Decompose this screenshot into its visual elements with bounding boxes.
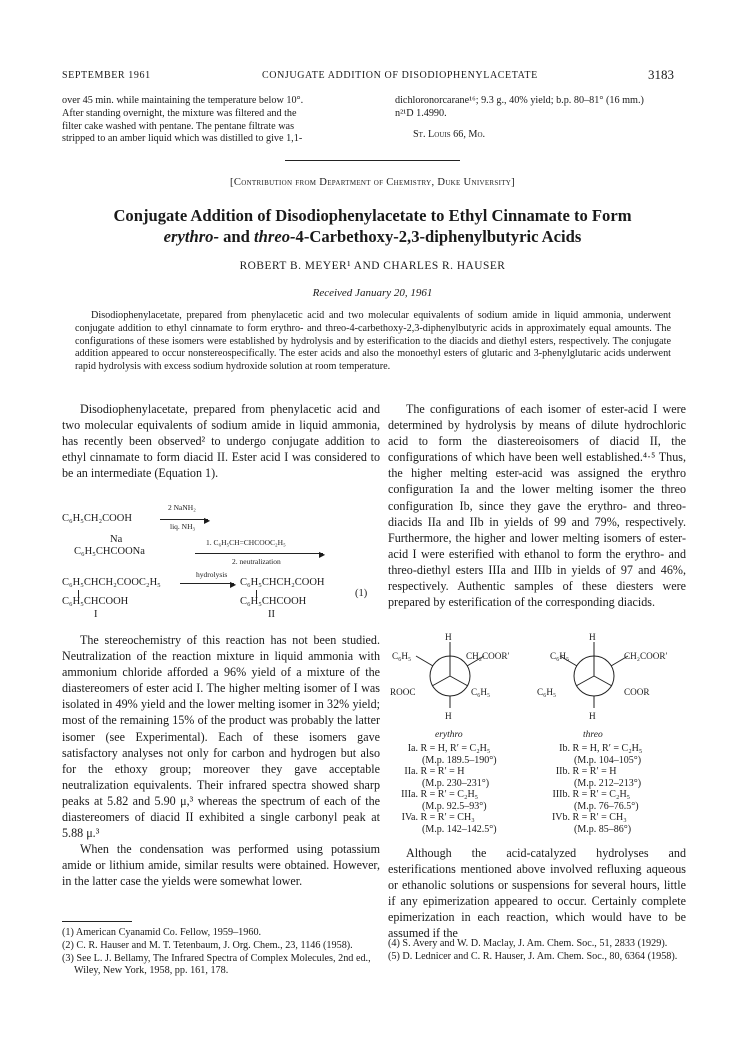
- eq-arrow-2: [195, 553, 323, 554]
- footnotes-right: [388, 938, 686, 964]
- eq-product-1a: C₆H₅CHCH₂COOC₂H₅: [62, 577, 161, 588]
- eq-arrow-1: [160, 519, 208, 520]
- eq-arrow-1-top: 2 NaNH₂: [168, 503, 196, 512]
- bond-line: [450, 676, 468, 686]
- bond-line: [576, 676, 594, 686]
- newman-label: COOR: [624, 687, 650, 697]
- section-divider: [285, 160, 460, 161]
- erythro-caption: erythro: [435, 730, 463, 740]
- paragraph: Although the acid-catalyzed hydrolyses and esterifications mentioned above involved refluxing aqueous or ethanolic solutions or suspensions for several hours, little if any epimerization appeared to occur. Certainly complete epimerization in each reaction, which would have to be assumed if the: [388, 846, 686, 941]
- arrowhead-icon: ▶: [204, 516, 211, 525]
- compound-row: Ia. R = H, R′ = C₂H₅: [407, 743, 491, 754]
- article-title-line2: [0, 226, 745, 247]
- footnote-rule: [62, 921, 132, 922]
- newman-label: H: [445, 632, 452, 642]
- compound-mp: (M.p. 230–231°): [422, 777, 490, 789]
- prev-line: over 45 min. while maintaining the temperature below 10°.: [62, 95, 304, 106]
- header-date: SEPTEMBER 1961: [62, 70, 151, 81]
- threo-caption: threo: [583, 730, 603, 740]
- footnote: (1) American Cyanamid Co. Fellow, 1959–1960.: [62, 927, 262, 938]
- prev-line: After standing overnight, the mixture was filtered and the: [62, 107, 297, 119]
- newman-label: CH₂COOR′: [624, 651, 668, 661]
- eq-product-2a: C₆H₅CHCH₂COOH: [240, 577, 325, 588]
- bond-line: [432, 676, 450, 686]
- right-column-body: [388, 401, 686, 610]
- compound-row: IIa. R = R′ = H: [404, 766, 465, 777]
- title-and: and: [218, 227, 255, 246]
- footnote: (3) See L. J. Bellamy, The Infrared Spectra of Complex Molecules, 2nd ed., Wiley, New York, 1958, pp. 161, 178.: [62, 952, 371, 977]
- contribution-line: [Contribution from Department of Chemistry, Duke University]: [230, 177, 515, 188]
- eq-arrow-3-top: hydrolysis: [196, 570, 228, 579]
- left-column-body: [62, 632, 380, 890]
- compound-mp: (M.p. 212–213°): [574, 777, 642, 789]
- threo-compound-list: [540, 743, 690, 835]
- newman-label: C₆H₅: [550, 651, 570, 661]
- compound-row: IIIb. R = R′ = C₂H₅: [552, 789, 631, 800]
- newman-label: H: [589, 711, 596, 721]
- bond-line: [594, 676, 612, 686]
- arrowhead-icon: ▶: [230, 580, 237, 589]
- eq-label-I: I: [94, 609, 98, 620]
- eq-label-II: II: [268, 609, 275, 620]
- prev-article-left: [62, 95, 382, 146]
- compound-mp: (M.p. 104–105°): [574, 754, 642, 766]
- received-date: Received January 20, 1961: [312, 287, 433, 299]
- footnotes-left: [62, 927, 380, 978]
- compound-row: IIIa. R = R′ = C₂H₅: [401, 789, 479, 800]
- newman-label: ROOC: [390, 687, 416, 697]
- title-erythro: erythro-: [163, 227, 219, 246]
- compound-mp: (M.p. 92.5–93°): [422, 800, 487, 812]
- eq-reactant-2: C₆H₅CHCOONa: [74, 546, 145, 557]
- prev-line: stripped to an amber liquid which was distilled to give 1,1-: [62, 133, 303, 145]
- newman-label: C₆H₅: [537, 687, 557, 697]
- threo-projection: [560, 642, 628, 708]
- header-running-title: CONJUGATE ADDITION OF DISODIOPHENYLACETATE: [262, 70, 538, 81]
- eq-reactant-1: C₆H₅CH₂COOH: [62, 513, 132, 524]
- article-title-line1: Conjugate Addition of Disodiophenylacetate to Ethyl Cinnamate to Form: [113, 206, 632, 225]
- newman-label: H: [589, 632, 596, 642]
- newman-label: H: [445, 711, 452, 721]
- paragraph: The configurations of each isomer of ester-acid I were determined by hydrolysis by means of dilute hydrochloric acid to form the diastereoisomers of diacid II, the configurations of which have been well established.⁴·⁵ Thus, the higher melting ester-acid was assigned the erythro configuration Ia and the lower melting isomer the threo configuration Ib, since they gave the erythro- and threo-diacids IIa and IIb in yields of 99 and 79%, respectively. Furthermore, the higher and lower melting isomers of ester-acid I were esterified with ethanol to form the erythro- and threo-diethyl esters IIIa and IIIb in yields of 97 and 46%, respectively. Authentic samples of these diesters were prepared by esterification of the corresponding diacids.: [388, 402, 686, 610]
- compound-mp: (M.p. 76–76.5°): [574, 800, 639, 812]
- abstract: Disodiophenylacetate, prepared from phenylacetic acid and two molecular equivalents of sodium amide in liquid ammonia, underwent conjugate addition to ethyl cinnamate to form erythro- and threo-4-carbethoxy-2,3-diphenylbutyric acids in approximately equal amounts. The configurations of these isomers were established by hydrolysis and by esterification to the diacids and diethyl esters, respectively. The conjugate addition appeared to occur nonstereospecifically. The ester acids and also the monoethyl esters of glutaric and 3-phenylglutaric acids underwent rapid hydrolysis with excess sodium hydroxide solution at room temperature.: [75, 310, 671, 373]
- right-column-continued: [388, 845, 686, 942]
- prev-location: St. Louis 66, Mo.: [413, 128, 486, 140]
- newman-diagrams: [388, 634, 686, 720]
- eq-arrow-2-bottom: 2. neutralization: [232, 557, 281, 566]
- eq-arrow-2-top: 1. C₆H₅CH=CHCOOC₂H₅: [206, 538, 286, 547]
- title-compound: 4-Carbethoxy-2,3-diphenylbutyric Acids: [295, 227, 582, 246]
- paragraph: The stereochemistry of this reaction has not been studied. Neutralization of the reaction mixture in liquid ammonia with ammonium chloride afforded a 96% yield of a mixture of the diastereomers of ester acid I. The higher melting isomer of I was isolated in 49% yield and the lower melting isomer in 32% yield; most of the remaining 15% of the product was probably the latter isomer (see Experimental). Each of these isomers gave satisfactory analyses not only for carbon and hydrogen but also for the ethoxy group; moreover they gave acceptable neutralization equivalents. Their infrared spectra showed sharp peaks at 5.82 and 5.90 μ,³ whereas the spectrum of each of the diastereomers of diacid II exhibited a single carbonyl peak at 5.88 μ.³: [62, 633, 380, 841]
- erythro-compound-list: [388, 743, 538, 835]
- eq-product-1b: C₆H₅CHCOOH: [62, 596, 129, 607]
- bond-line: [416, 656, 433, 666]
- compound-mp: (M.p. 189.5–190°): [422, 754, 497, 766]
- left-column-intro: [62, 401, 380, 481]
- footnote: (2) C. R. Hauser and M. T. Tetenbaum, J. Org. Chem., 23, 1146 (1958).: [62, 939, 353, 951]
- footnote: (5) D. Lednicer and C. R. Hauser, J. Am. Chem. Soc., 80, 6364 (1958).: [388, 950, 678, 962]
- prev-article-right: [395, 95, 695, 141]
- newman-label: CH₂COOR′: [466, 651, 510, 661]
- prev-line: dichloronorcarane¹⁶; 9.3 g., 40% yield; b.p. 80–81° (16 mm.): [395, 95, 644, 106]
- footnote: (4) S. Avery and W. D. Maclay, J. Am. Chem. Soc., 51, 2833 (1929).: [388, 938, 668, 949]
- title-threo: threo-: [254, 227, 296, 246]
- newman-label: C₆H₅: [392, 651, 412, 661]
- page-number: 3183: [648, 67, 674, 82]
- compound-row: Ib. R = H, R′ = C₂H₅: [559, 743, 643, 754]
- compound-row: IVb. R = R′ = CH₃: [551, 812, 627, 823]
- eq-number: (1): [355, 588, 368, 599]
- eq-arrow-3: [180, 583, 234, 584]
- authors: ROBERT B. MEYER¹ AND CHARLES R. HAUSER: [239, 260, 506, 272]
- paragraph: When the condensation was performed using potassium amide or lithium amide, similar results were obtained. However, in the latter case the yields were somewhat lower.: [62, 842, 380, 889]
- compound-row: IVa. R = R′ = CH₃: [401, 812, 475, 823]
- compound-mp: (M.p. 142–142.5°): [422, 823, 497, 835]
- prev-line: filter cake washed with pentane. The pentane filtrate was: [62, 120, 295, 132]
- eq-na: Na: [110, 534, 123, 545]
- eq-product-2b: C₆H₅CHCOOH: [240, 596, 307, 607]
- paragraph: Disodiophenylacetate, prepared from phenylacetic acid and two molecular equivalents of sodium amide in liquid ammonia, has recently been observed² to undergo conjugate addition to ethyl cinnamate to form diacid II. Ester acid I was considered to be an intermediate (Equation 1).: [62, 402, 380, 481]
- newman-label: C₆H₅: [471, 687, 491, 697]
- eq-arrow-1-bottom: liq. NH₃: [170, 522, 196, 531]
- prev-line: n²¹D 1.4990.: [395, 107, 447, 119]
- compound-mp: (M.p. 85–86°): [574, 823, 632, 835]
- compound-row: IIb. R = R′ = H: [555, 766, 617, 777]
- arrowhead-icon: ▶: [319, 550, 326, 559]
